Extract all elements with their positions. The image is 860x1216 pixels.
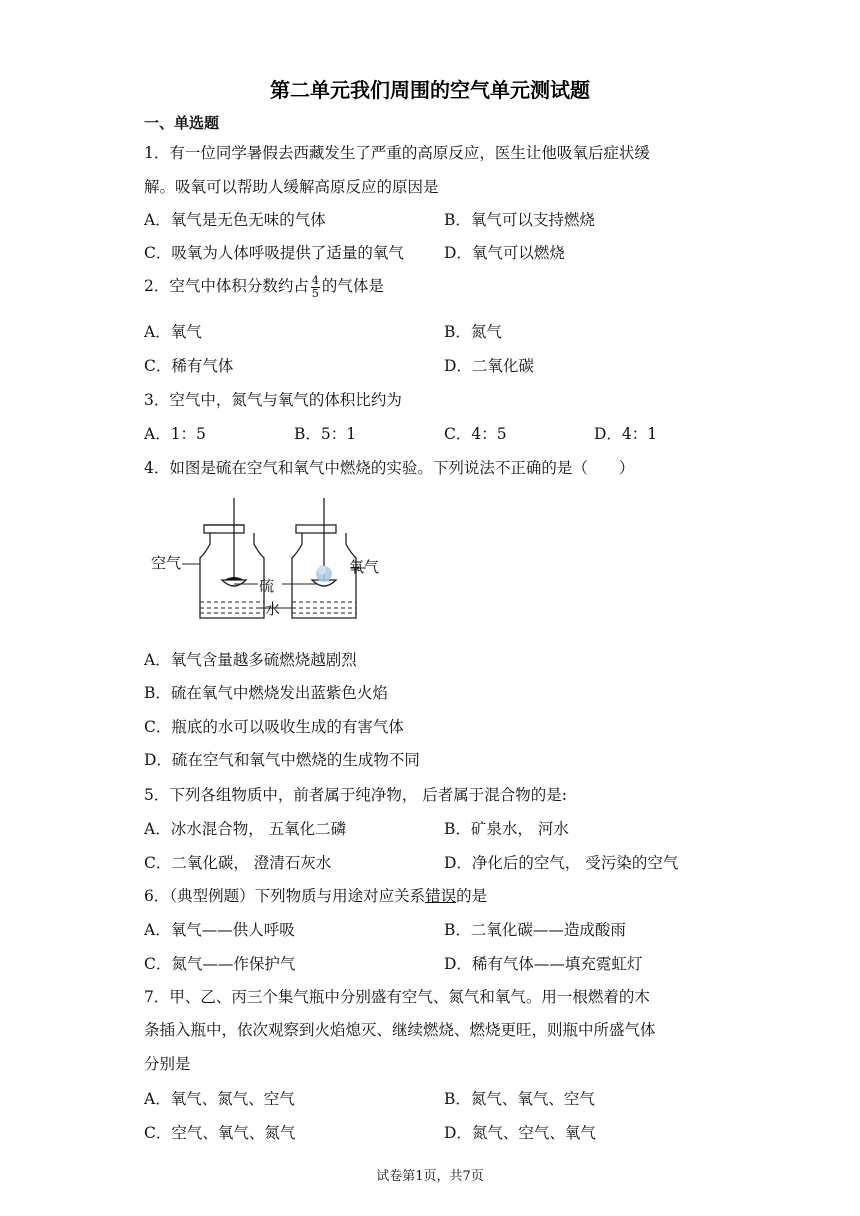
spoon-right [312, 565, 336, 586]
bottle-oxygen [292, 498, 356, 618]
q2-option-b: B．氮气 [444, 323, 502, 341]
label-water: 水 [265, 600, 281, 618]
fraction-denominator: 5 [311, 286, 319, 300]
q2-stem-post: 的气体是 [321, 277, 384, 295]
q4-option-b: B．硫在氧气中燃烧发出蓝紫色火焰 [144, 684, 388, 702]
q3-option-d: D．4：1 [594, 425, 658, 443]
q6-option-d: D．稀有气体——填充霓虹灯 [444, 955, 643, 973]
q1-stem-line2: 解。吸氧可以帮助人缓解高原反应的原因是 [144, 178, 439, 196]
q7-option-a: A．氧气、氮气、空气 [144, 1090, 295, 1108]
bottle-air [200, 498, 264, 618]
q5-option-d: D．净化后的空气， 受污染的空气 [444, 854, 679, 872]
q4-option-a: A．氧气含量越多硫燃烧越剧烈 [144, 651, 357, 669]
q3-option-a: A．1：5 [144, 425, 206, 443]
q5-option-a: A．冰水混合物， 五氧化二磷 [144, 820, 347, 838]
q2-option-c: C．稀有气体 [144, 357, 234, 375]
q6-option-a: A．氧气——供人呼吸 [144, 921, 295, 939]
q6-stem [144, 884, 487, 906]
water-right [292, 602, 356, 613]
q5-stem: 5．下列各组物质中，前者属于纯净物， 后者属于混合物的是: [144, 786, 568, 804]
q7-option-b: B．氮气、氧气、空气 [444, 1090, 595, 1108]
q1-option-c: C．吸氧为人体呼吸提供了适量的氧气 [144, 244, 404, 262]
q1-option-b: B．氧气可以支持燃烧 [444, 211, 595, 229]
fraction-numerator: 4 [311, 273, 319, 287]
q3-stem: 3．空气中，氮气与氧气的体积比约为 [144, 391, 402, 409]
page-title: 第二单元我们周围的空气单元测试题 [270, 78, 590, 102]
q7-option-d: D．氮气、空气、氧气 [444, 1124, 596, 1142]
spoon-left [222, 577, 246, 586]
q2-option-a: A．氧气 [144, 323, 202, 341]
q5-option-b: B．矿泉水， 河水 [444, 820, 569, 838]
q6-option-c: C．氮气——作保护气 [144, 955, 296, 973]
water-left [200, 602, 264, 613]
section-heading: 一、单选题 [144, 114, 220, 132]
q4-stem: 4．如图是硫在空气和氧气中燃烧的实验。下列说法不正确的是（ ） [144, 459, 635, 477]
q7-stem-line2: 条插入瓶中，依次观察到火焰熄灭、继续燃烧、燃烧更旺，则瓶中所盛气体 [144, 1021, 656, 1039]
q7-stem-line3: 分别是 [144, 1055, 191, 1073]
q3-option-b: B．5：1 [294, 425, 357, 443]
label-air: 空气 [151, 554, 182, 572]
q2-stem [144, 274, 384, 300]
q6-stem-post: 的是 [456, 887, 488, 905]
q2-stem-pre: 2．空气中体积分数约占 [144, 277, 309, 295]
q1-option-a: A．氧气是无色无味的气体 [144, 211, 326, 229]
page-footer: 试卷第1页，共7页 [376, 1169, 484, 1184]
q7-option-c: C．空气、氧气、氮气 [144, 1124, 296, 1142]
q4-option-d: D．硫在空气和氧气中燃烧的生成物不同 [144, 751, 420, 769]
fraction [311, 275, 320, 300]
q2-option-d: D．二氧化碳 [444, 357, 534, 375]
label-oxygen: 氧气 [349, 558, 380, 576]
q6-option-b: B．二氧化碳——造成酸雨 [444, 921, 626, 939]
q5-option-c: C．二氧化碳， 澄清石灰水 [144, 854, 332, 872]
q6-stem-pre: 6．（典型例题）下列物质与用途对应关系 [144, 887, 426, 905]
label-sulfur: 硫 [259, 577, 275, 595]
q3-option-c: C．4：5 [444, 425, 507, 443]
q6-stem-emphasis: 错误 [425, 887, 457, 905]
q7-stem-line1: 7．甲、乙、丙三个集气瓶中分别盛有空气、氮气和氧气。用一根燃着的木 [144, 988, 650, 1006]
q4-option-c: C．瓶底的水可以吸收生成的有害气体 [144, 718, 404, 736]
q1-option-d: D．氧气可以燃烧 [444, 244, 565, 262]
sulfur-combustion-figure [146, 494, 396, 624]
q1-stem-line1: 1．有一位同学暑假去西藏发生了严重的高原反应，医生让他吸氧后症状缓 [144, 144, 650, 162]
